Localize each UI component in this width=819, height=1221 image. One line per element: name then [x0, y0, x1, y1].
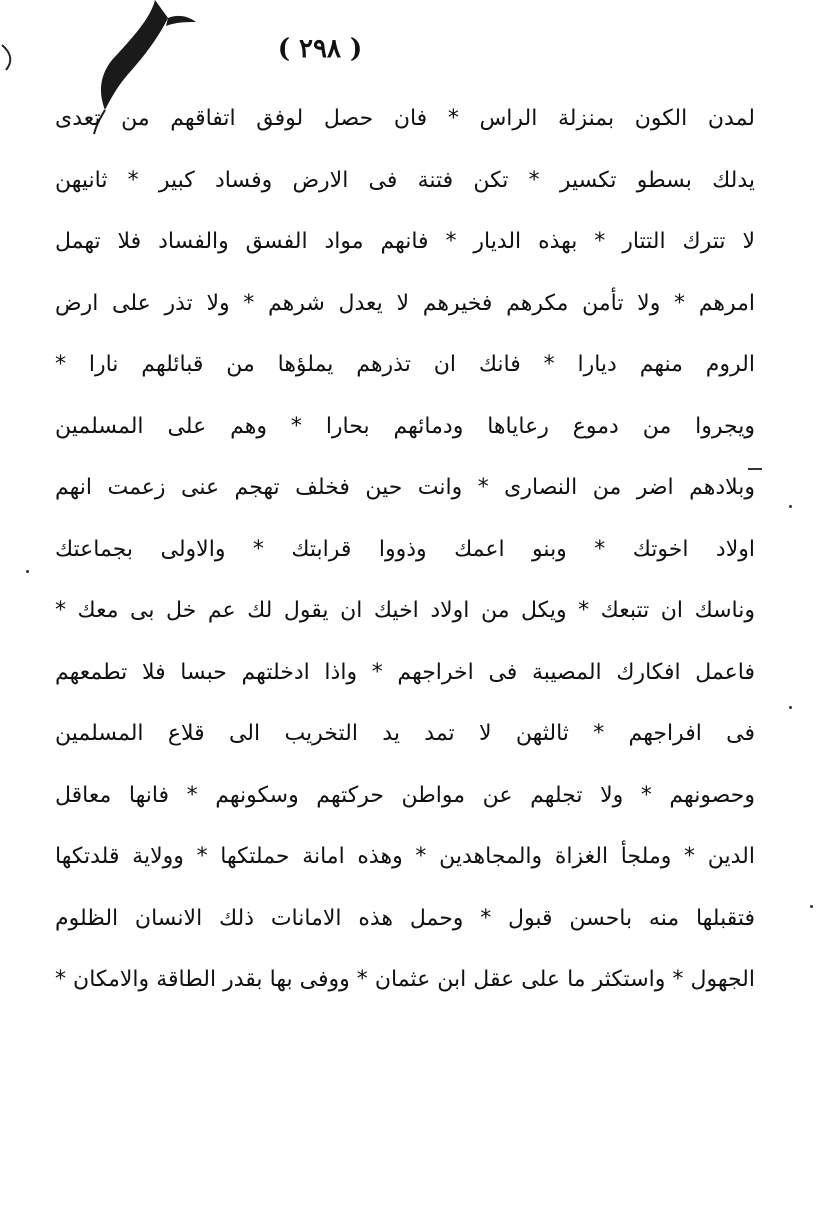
- text-line: الروم منهم ديارا * فانك ان تذرهم يملؤها من قبائلهم نارا *: [55, 352, 755, 377]
- text-line: يدلك بسطو تكسير * تكن فتنة فى الارض وفساد كبير * ثانيهن: [55, 167, 755, 193]
- text-line: الجهول * واستكثر ما على عقل ابن عثمان * ووفى بها بقدر الطاقة والامكان *: [55, 967, 755, 992]
- text-line: وبلادهم اضر من النصارى * وانت حين فخلف تهجم عنى زعمت انهم: [55, 475, 755, 500]
- page-number: ( ٢٩٨ ): [277, 34, 363, 64]
- margin-dot: [789, 706, 792, 709]
- text-line: فاعمل افكارك المصيبة فى اخراجهم * واذا ادخلتهم حبسا فلا تطمعهم: [55, 659, 755, 685]
- margin-dot: [26, 570, 29, 573]
- text-line: الدين * وملجأ الغزاة والمجاهدين * وهذه امانة حملتكها * وولاية قلدتكها: [55, 844, 755, 869]
- text-line: اولاد اخوتك * وبنو اعمك وذووا قرابتك * والاولى بجماعتك: [55, 536, 755, 562]
- text-line: فى افراجهم * ثالثهن لا تمد يد التخريب الى قلاع المسلمين: [55, 721, 755, 746]
- text-line: وناسك ان تتبعك * ويكل من اولاد اخيك ان يقول لك عم خل بى معك *: [55, 598, 755, 623]
- margin-dot: [810, 905, 813, 908]
- text-body: [55, 88, 755, 1011]
- text-line: لمدن الكون بمنزلة الراس * فان حصل لوفق اتفاقهم من تعدى: [55, 106, 755, 131]
- margin-dot: [748, 468, 762, 470]
- text-line: فتقبلها منه باحسن قبول * وحمل هذه الامانات ذلك الانسان الظلوم: [55, 905, 755, 931]
- text-line: لا تترك التتار * بهذه الديار * فانهم مواد الفسق والفساد فلا تهمل: [55, 229, 755, 254]
- text-line: ويجروا من دموع رعاياها ودمائهم بحارا * وهم على المسلمين: [55, 413, 755, 439]
- text-line: امرهم * ولا تأمن مكرهم فخيرهم لا يعدل شرهم * ولا تذر على ارض: [55, 290, 755, 316]
- margin-dot: [789, 505, 792, 508]
- text-line: وحصونهم * ولا تجلهم عن مواطن حركتهم وسكونهم * فانها معاقل: [55, 782, 755, 808]
